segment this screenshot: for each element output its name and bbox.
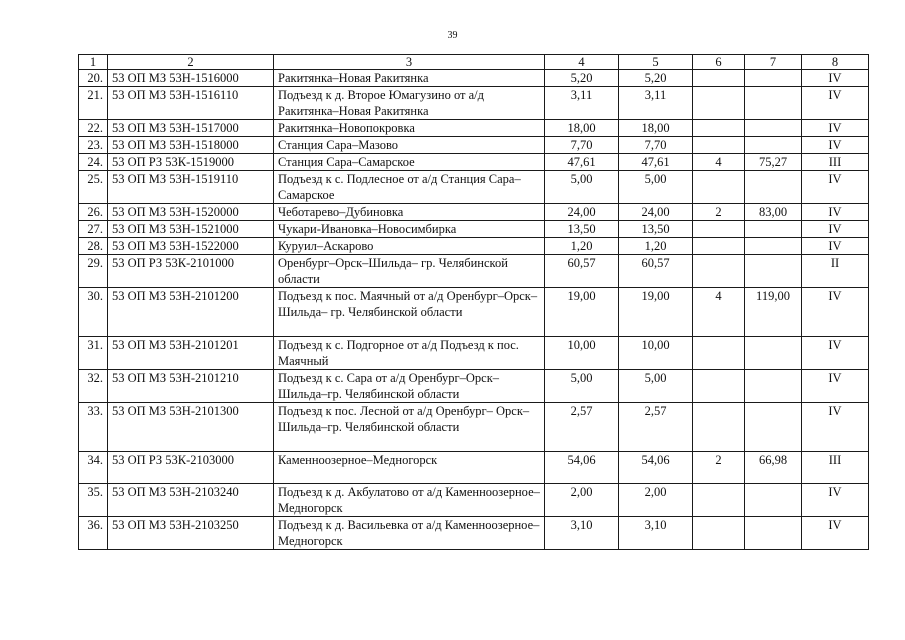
road-code: 53 ОП МЗ 53Н-2103240 bbox=[108, 484, 274, 517]
road-length: 3,10 bbox=[545, 517, 619, 550]
column-7-value: 83,00 bbox=[745, 204, 802, 221]
road-code: 53 ОП МЗ 53Н-1516110 bbox=[108, 87, 274, 120]
road-code: 53 ОП МЗ 53Н-2103250 bbox=[108, 517, 274, 550]
road-length: 19,00 bbox=[545, 288, 619, 337]
row-number: 20. bbox=[79, 70, 108, 87]
road-category: IV bbox=[802, 171, 869, 204]
road-code: 53 ОП МЗ 53Н-1519110 bbox=[108, 171, 274, 204]
road-name: Оренбург–Орск–Шильда– гр. Челябинской области bbox=[274, 255, 545, 288]
road-code: 53 ОП РЗ 53К-2101000 bbox=[108, 255, 274, 288]
table-row bbox=[79, 517, 869, 550]
road-length-hard-surface: 13,50 bbox=[619, 221, 693, 238]
row-number: 31. bbox=[79, 337, 108, 370]
column-header: 7 bbox=[745, 55, 802, 70]
road-code: 53 ОП МЗ 53Н-1521000 bbox=[108, 221, 274, 238]
road-category: IV bbox=[802, 484, 869, 517]
row-number: 25. bbox=[79, 171, 108, 204]
column-6-value: 4 bbox=[693, 154, 745, 171]
column-7-value bbox=[745, 337, 802, 370]
table-row bbox=[79, 221, 869, 238]
column-6-value bbox=[693, 403, 745, 452]
road-name: Куруил–Аскарово bbox=[274, 238, 545, 255]
column-6-value bbox=[693, 517, 745, 550]
column-6-value: 2 bbox=[693, 452, 745, 484]
column-7-value bbox=[745, 70, 802, 87]
road-length: 18,00 bbox=[545, 120, 619, 137]
header-row bbox=[79, 55, 869, 70]
column-6-value bbox=[693, 87, 745, 120]
road-length-hard-surface: 54,06 bbox=[619, 452, 693, 484]
table-row bbox=[79, 370, 869, 403]
row-number: 22. bbox=[79, 120, 108, 137]
road-length-hard-surface: 24,00 bbox=[619, 204, 693, 221]
road-name: Чукари-Ивановка–Новосимбирка bbox=[274, 221, 545, 238]
column-7-value bbox=[745, 403, 802, 452]
road-length: 2,57 bbox=[545, 403, 619, 452]
table-row bbox=[79, 154, 869, 171]
column-7-value bbox=[745, 517, 802, 550]
table-row bbox=[79, 120, 869, 137]
column-header: 1 bbox=[79, 55, 108, 70]
road-code: 53 ОП РЗ 53К-2103000 bbox=[108, 452, 274, 484]
road-code: 53 ОП МЗ 53Н-2101200 bbox=[108, 288, 274, 337]
column-header: 6 bbox=[693, 55, 745, 70]
column-6-value bbox=[693, 255, 745, 288]
road-code: 53 ОП МЗ 53Н-1522000 bbox=[108, 238, 274, 255]
column-7-value bbox=[745, 484, 802, 517]
road-length-hard-surface: 10,00 bbox=[619, 337, 693, 370]
column-6-value bbox=[693, 370, 745, 403]
table-row bbox=[79, 70, 869, 87]
road-length: 24,00 bbox=[545, 204, 619, 221]
column-header: 2 bbox=[108, 55, 274, 70]
road-length-hard-surface: 3,11 bbox=[619, 87, 693, 120]
page-number: 39 bbox=[447, 30, 458, 41]
road-code: 53 ОП МЗ 53Н-2101210 bbox=[108, 370, 274, 403]
column-6-value: 4 bbox=[693, 288, 745, 337]
road-length-hard-surface: 47,61 bbox=[619, 154, 693, 171]
table-row bbox=[79, 452, 869, 484]
row-number: 21. bbox=[79, 87, 108, 120]
road-category: IV bbox=[802, 370, 869, 403]
road-length-hard-surface: 2,57 bbox=[619, 403, 693, 452]
column-7-value bbox=[745, 255, 802, 288]
table-row bbox=[79, 171, 869, 204]
road-name: Ракитянка–Новая Ракитянка bbox=[274, 70, 545, 87]
row-number: 34. bbox=[79, 452, 108, 484]
column-6-value: 2 bbox=[693, 204, 745, 221]
road-name: Чеботарево–Дубиновка bbox=[274, 204, 545, 221]
road-length-hard-surface: 3,10 bbox=[619, 517, 693, 550]
road-length-hard-surface: 1,20 bbox=[619, 238, 693, 255]
table-row bbox=[79, 255, 869, 288]
road-category: III bbox=[802, 452, 869, 484]
row-number: 29. bbox=[79, 255, 108, 288]
row-number: 35. bbox=[79, 484, 108, 517]
road-code: 53 ОП МЗ 53Н-1520000 bbox=[108, 204, 274, 221]
road-code: 53 ОП МЗ 53Н-1517000 bbox=[108, 120, 274, 137]
column-6-value bbox=[693, 221, 745, 238]
row-number: 28. bbox=[79, 238, 108, 255]
road-name: Подъезд к с. Подгорное от а/д Подъезд к пос. Маячный bbox=[274, 337, 545, 370]
column-header: 5 bbox=[619, 55, 693, 70]
row-number: 24. bbox=[79, 154, 108, 171]
road-name: Подъезд к пос. Лесной от а/д Оренбург– Орск–Шильда–гр. Челябинской области bbox=[274, 403, 545, 452]
table-row bbox=[79, 337, 869, 370]
road-length: 47,61 bbox=[545, 154, 619, 171]
table-row bbox=[79, 137, 869, 154]
column-7-value bbox=[745, 137, 802, 154]
column-6-value bbox=[693, 484, 745, 517]
road-name: Подъезд к д. Акбулатово от а/д Каменноозерное–Медногорск bbox=[274, 484, 545, 517]
column-6-value bbox=[693, 70, 745, 87]
table-row bbox=[79, 238, 869, 255]
road-length-hard-surface: 5,00 bbox=[619, 370, 693, 403]
road-length: 54,06 bbox=[545, 452, 619, 484]
road-code: 53 ОП МЗ 53Н-2101201 bbox=[108, 337, 274, 370]
row-number: 27. bbox=[79, 221, 108, 238]
road-length: 10,00 bbox=[545, 337, 619, 370]
column-7-value bbox=[745, 171, 802, 204]
column-7-value bbox=[745, 221, 802, 238]
column-header: 4 bbox=[545, 55, 619, 70]
road-category: II bbox=[802, 255, 869, 288]
column-6-value bbox=[693, 137, 745, 154]
column-6-value bbox=[693, 120, 745, 137]
road-code: 53 ОП МЗ 53Н-2101300 bbox=[108, 403, 274, 452]
table-row bbox=[79, 288, 869, 337]
road-category: IV bbox=[802, 70, 869, 87]
road-code: 53 ОП МЗ 53Н-1516000 bbox=[108, 70, 274, 87]
road-length-hard-surface: 60,57 bbox=[619, 255, 693, 288]
column-6-value bbox=[693, 171, 745, 204]
road-length: 60,57 bbox=[545, 255, 619, 288]
road-category: IV bbox=[802, 87, 869, 120]
road-category: IV bbox=[802, 238, 869, 255]
row-number: 32. bbox=[79, 370, 108, 403]
road-length-hard-surface: 5,20 bbox=[619, 70, 693, 87]
road-category: IV bbox=[802, 403, 869, 452]
road-length-hard-surface: 19,00 bbox=[619, 288, 693, 337]
road-category: IV bbox=[802, 204, 869, 221]
road-length-hard-surface: 7,70 bbox=[619, 137, 693, 154]
road-category: IV bbox=[802, 288, 869, 337]
road-code: 53 ОП РЗ 53К-1519000 bbox=[108, 154, 274, 171]
row-number: 23. bbox=[79, 137, 108, 154]
road-name: Каменноозерное–Медногорск bbox=[274, 452, 545, 484]
row-number: 33. bbox=[79, 403, 108, 452]
table-row bbox=[79, 403, 869, 452]
column-7-value: 66,98 bbox=[745, 452, 802, 484]
road-name: Станция Сара–Мазово bbox=[274, 137, 545, 154]
road-length-hard-surface: 2,00 bbox=[619, 484, 693, 517]
road-name: Подъезд к пос. Маячный от а/д Оренбург–Орск–Шильда– гр. Челябинской области bbox=[274, 288, 545, 337]
road-category: IV bbox=[802, 120, 869, 137]
road-length: 1,20 bbox=[545, 238, 619, 255]
column-7-value bbox=[745, 238, 802, 255]
road-length: 5,00 bbox=[545, 370, 619, 403]
table-row bbox=[79, 204, 869, 221]
row-number: 36. bbox=[79, 517, 108, 550]
road-length: 7,70 bbox=[545, 137, 619, 154]
road-length: 13,50 bbox=[545, 221, 619, 238]
road-category: IV bbox=[802, 137, 869, 154]
road-category: IV bbox=[802, 221, 869, 238]
roads-table bbox=[78, 54, 869, 550]
row-number: 30. bbox=[79, 288, 108, 337]
column-7-value bbox=[745, 87, 802, 120]
road-name: Подъезд к д. Васильевка от а/д Каменноозерное–Медногорск bbox=[274, 517, 545, 550]
road-length: 3,11 bbox=[545, 87, 619, 120]
column-7-value bbox=[745, 370, 802, 403]
road-name: Подъезд к д. Второе Юмагузино от а/д Ракитянка–Новая Ракитянка bbox=[274, 87, 545, 120]
column-7-value: 119,00 bbox=[745, 288, 802, 337]
road-length: 2,00 bbox=[545, 484, 619, 517]
column-6-value bbox=[693, 238, 745, 255]
road-name: Подъезд к с. Сара от а/д Оренбург–Орск– Шильда–гр. Челябинской области bbox=[274, 370, 545, 403]
road-length-hard-surface: 5,00 bbox=[619, 171, 693, 204]
column-header: 8 bbox=[802, 55, 869, 70]
road-length: 5,20 bbox=[545, 70, 619, 87]
road-length: 5,00 bbox=[545, 171, 619, 204]
column-header: 3 bbox=[274, 55, 545, 70]
column-7-value: 75,27 bbox=[745, 154, 802, 171]
table-row bbox=[79, 484, 869, 517]
road-category: III bbox=[802, 154, 869, 171]
table-row bbox=[79, 87, 869, 120]
road-category: IV bbox=[802, 337, 869, 370]
column-6-value bbox=[693, 337, 745, 370]
road-name: Подъезд к с. Подлесное от а/д Станция Сара–Самарское bbox=[274, 171, 545, 204]
road-category: IV bbox=[802, 517, 869, 550]
road-name: Станция Сара–Самарское bbox=[274, 154, 545, 171]
road-name: Ракитянка–Новопокровка bbox=[274, 120, 545, 137]
road-code: 53 ОП МЗ 53Н-1518000 bbox=[108, 137, 274, 154]
road-length-hard-surface: 18,00 bbox=[619, 120, 693, 137]
column-7-value bbox=[745, 120, 802, 137]
row-number: 26. bbox=[79, 204, 108, 221]
